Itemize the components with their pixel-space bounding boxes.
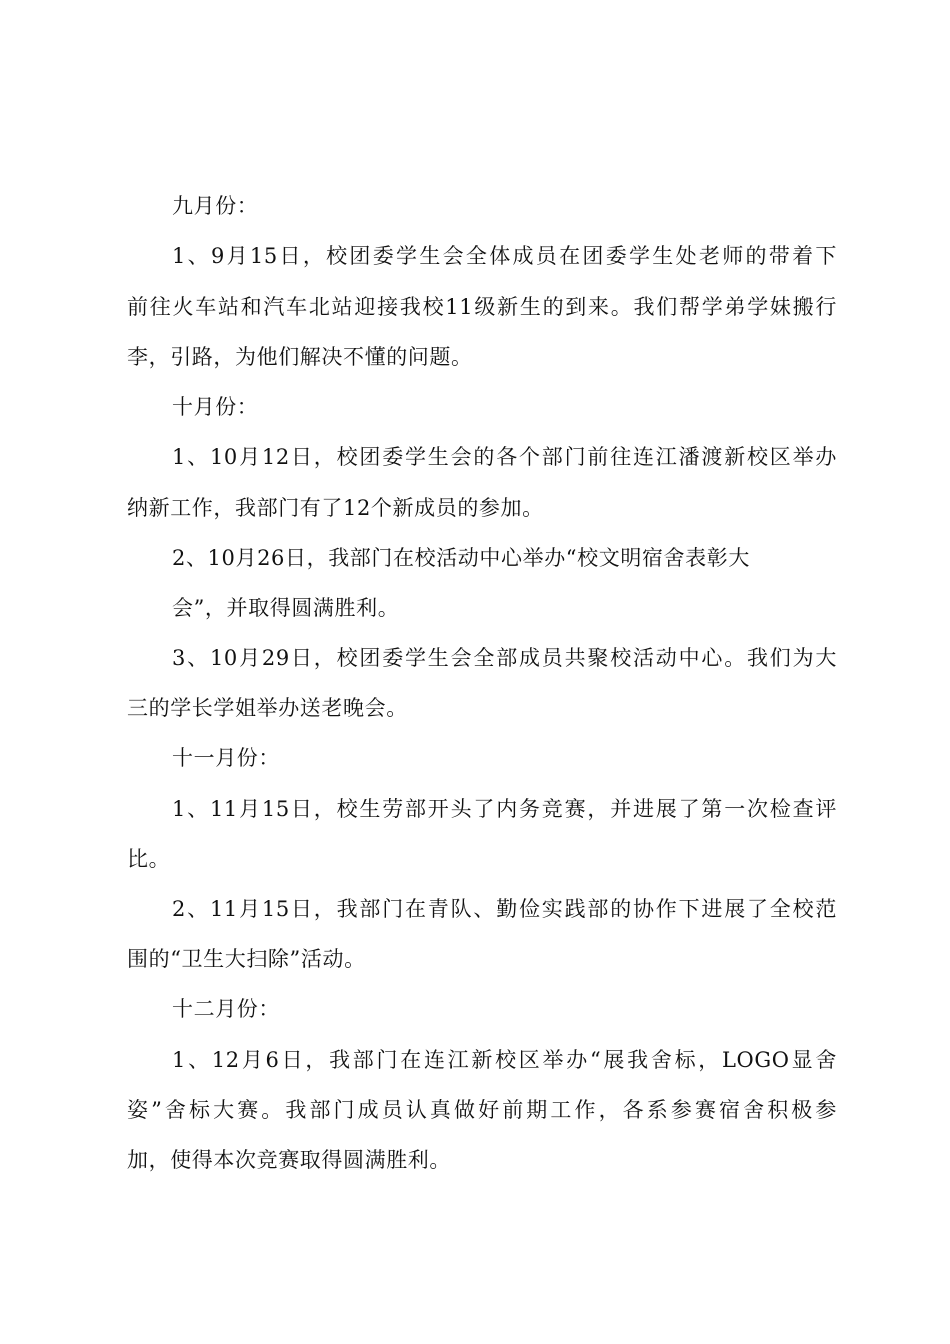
paragraph-line: 李，引路，为他们解决不懂的问题。 bbox=[127, 345, 473, 369]
heading-december: 十二月份： bbox=[172, 997, 280, 1021]
paragraph-line: 三的学长学姐举办送老晚会。 bbox=[127, 696, 408, 720]
paragraph-line: 1、9月15日，校团委学生会全体成员在团委学生处老师的带着下 bbox=[172, 244, 837, 268]
paragraph-line: 1、11月15日，校生劳部开头了内务竞赛，并进展了第一次检查评 bbox=[172, 797, 837, 821]
paragraph-line: 纳新工作，我部门有了12个新成员的参加。 bbox=[127, 496, 544, 520]
paragraph-line: 会”，并取得圆满胜利。 bbox=[172, 596, 400, 620]
paragraph-line: 1、12月6日，我部门在连江新校区举办“展我舍标，LOGO显舍 bbox=[172, 1048, 837, 1072]
paragraph-line: 加，使得本次竞赛取得圆满胜利。 bbox=[127, 1148, 451, 1172]
paragraph-line: 2、10月26日，我部门在校活动中心举办“校文明宿舍表彰大 bbox=[172, 546, 750, 570]
heading-september: 九月份： bbox=[172, 194, 259, 218]
paragraph-line: 前往火车站和汽车北站迎接我校11级新生的到来。我们帮学弟学妹搬行 bbox=[127, 295, 837, 319]
paragraph-line: 1、10月12日，校团委学生会的各个部门前往连江潘渡新校区举办 bbox=[172, 445, 837, 469]
heading-october: 十月份： bbox=[172, 395, 259, 419]
heading-november: 十一月份： bbox=[172, 746, 280, 770]
paragraph-line: 3、10月29日，校团委学生会全部成员共聚校活动中心。我们为大 bbox=[172, 646, 837, 670]
paragraph-line: 姿”舍标大赛。我部门成员认真做好前期工作，各系参赛宿舍积极参 bbox=[127, 1098, 837, 1122]
paragraph-line: 2、11月15日，我部门在青队、勤俭实践部的协作下进展了全校范 bbox=[172, 897, 837, 921]
paragraph-line: 围的“卫生大扫除”活动。 bbox=[127, 947, 366, 971]
paragraph-line: 比。 bbox=[127, 847, 171, 871]
